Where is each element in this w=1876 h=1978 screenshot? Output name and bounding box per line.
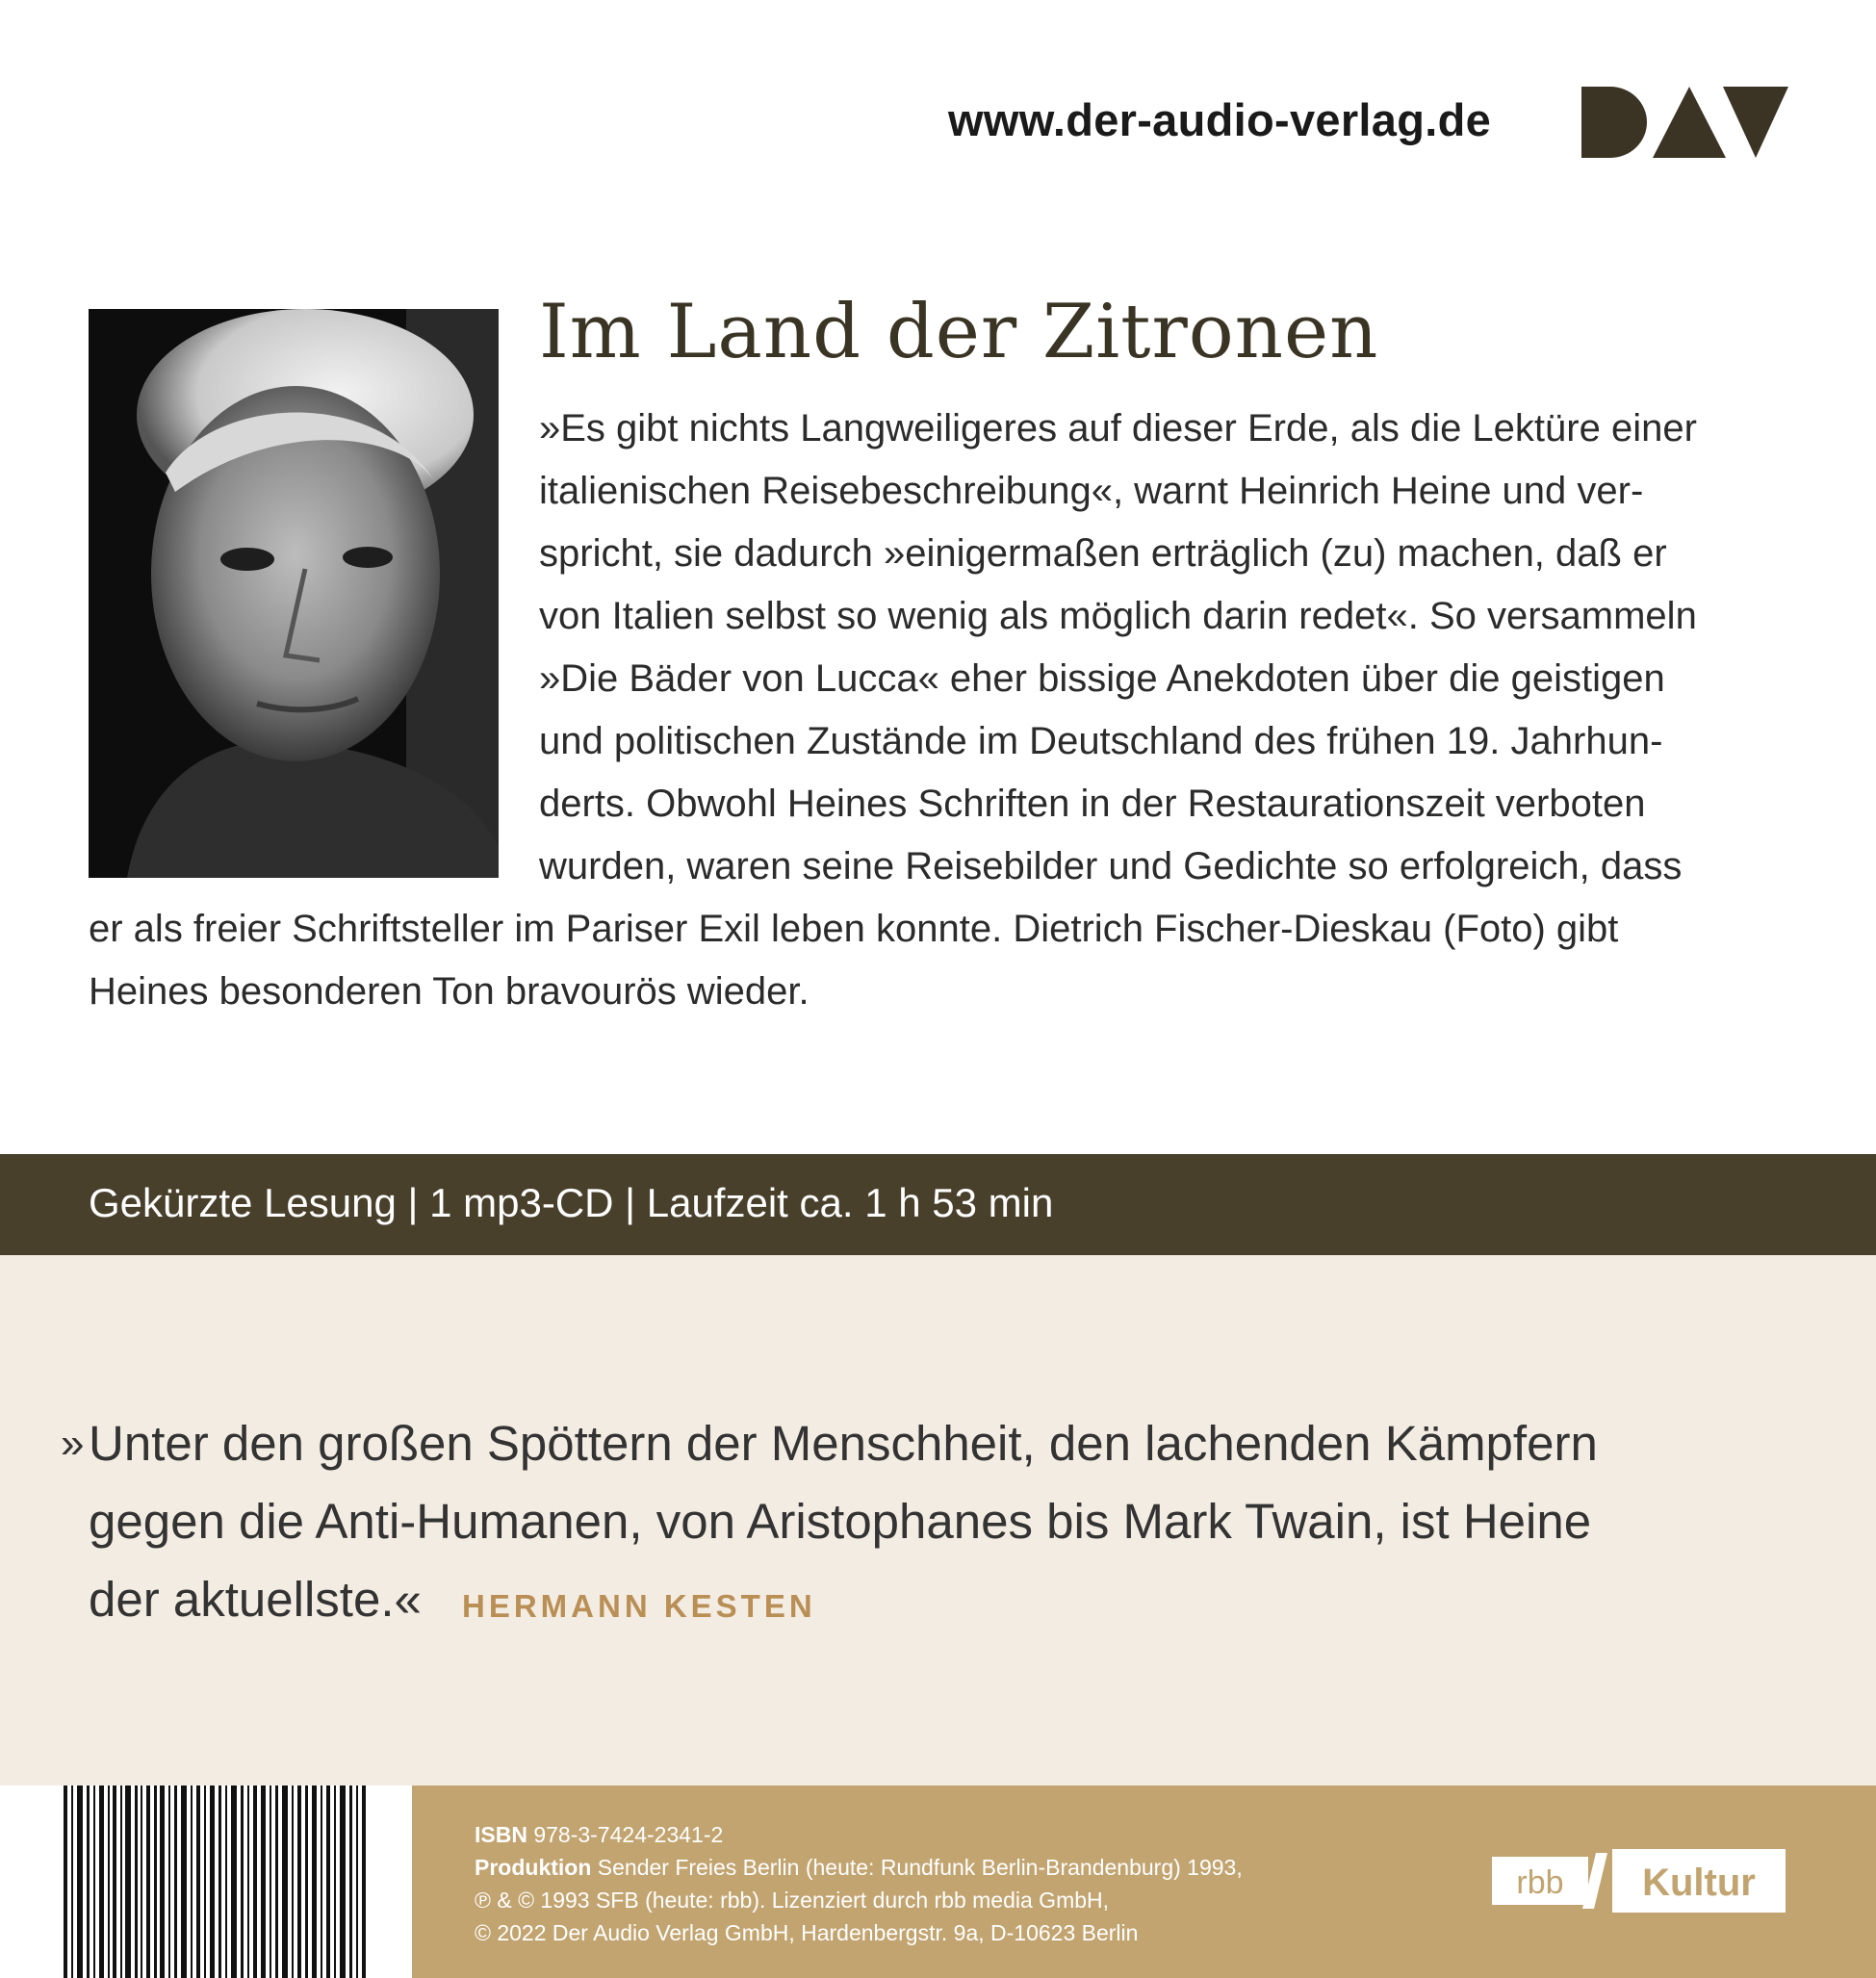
rbb-kultur-logo [1492,1849,1786,1913]
copyright-line: ℗ & © 1993 SFB (heute: rbb). Lizenziert durch rbb media GmbH, [475,1888,1110,1913]
quote-author: HERMANN KESTEN [462,1588,816,1624]
author-photo [89,309,499,878]
dav-logo [1581,87,1788,158]
quote-line: gegen die Anti-Humanen, von Aristophanes bis Mark Twain, ist Heine [89,1494,1592,1549]
description-line: »Es gibt nichts Langweiligeres auf dieser Erde, als die Lektüre einer [539,407,1697,450]
description-line: wurden, waren seine Reisebilder und Gedichte so erfolgreich, dass [539,845,1683,887]
production-label: Produktion [475,1855,592,1880]
barcode [0,1785,412,1978]
production-credit [475,1855,1243,1881]
description-line: spricht, sie dadurch »einigermaßen erträglich (zu) machen, daß er [539,532,1667,575]
quote-line: Unter den großen Spöttern der Menschheit, den lachenden Kämpfern [89,1416,1598,1471]
description-line: er als freier Schriftsteller im Pariser Exil leben konnte. Dietrich Fischer-Dieskau (Foto) gibt [89,908,1619,950]
publisher-url[interactable]: www.der-audio-verlag.de [948,94,1492,145]
rbb-text: rbb [1516,1864,1564,1901]
isbn-value: 978-3-7424-2341-2 [533,1822,724,1847]
description-line: von Italien selbst so wenig als möglich darin redet«. So versammeln [539,595,1697,637]
copyright-line: © 2022 Der Audio Verlag GmbH, Hardenbergstr. 9a, D-10623 Berlin [475,1920,1139,1945]
description-line: italienischen Reisebeschreibung«, warnt Heinrich Heine und ver- [539,470,1644,512]
description-line: derts. Obwohl Heines Schriften in der Restaurationszeit verboten [539,783,1646,825]
isbn [475,1822,723,1848]
description-line: Heines besonderen Ton bravourös wieder. [89,970,810,1013]
description-line: und politischen Zustände im Deutschland des frühen 19. Jahrhun- [539,720,1663,762]
production-value: Sender Freies Berlin (heute: Rundfunk Berlin-Brandenburg) 1993, [597,1855,1243,1880]
isbn-label: ISBN [475,1822,527,1847]
kultur-text: Kultur [1642,1862,1756,1904]
description-line: »Die Bäder von Lucca« eher bissige Anekdoten über die geistigen [539,657,1665,700]
quote-line: der aktuellste.« [89,1572,422,1627]
page-title: Im Land der Zitronen [539,289,1379,375]
quote-open-mark: » [61,1420,85,1467]
product-info: Gekürzte Lesung | 1 mp3-CD | Laufzeit ca. 1 h 53 min [89,1180,1054,1225]
